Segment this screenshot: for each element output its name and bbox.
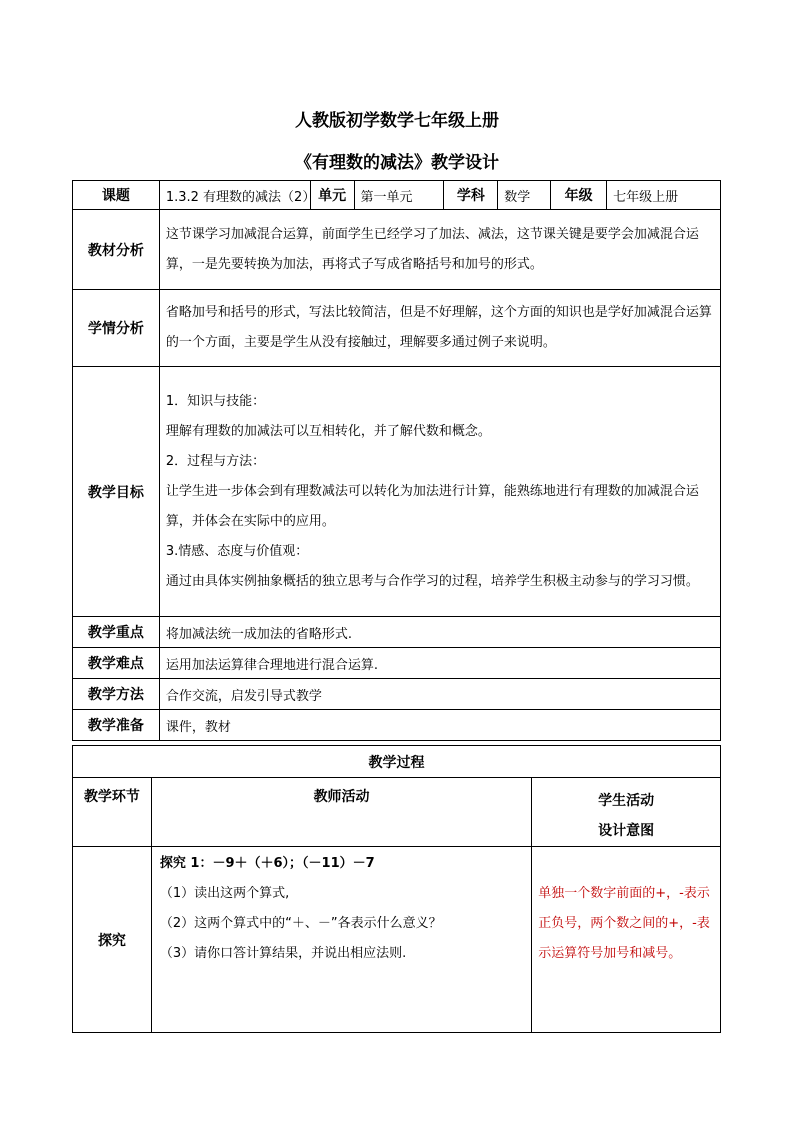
- col-design-intent: 设计意图: [598, 823, 655, 839]
- student-row: [73, 290, 721, 367]
- material-row: [73, 210, 721, 290]
- document-title: 人教版初学数学七年级上册: [295, 111, 499, 131]
- difficulty-label: 教学难点: [73, 648, 160, 679]
- goal-2-title: 2．过程与方法：: [165, 453, 266, 469]
- material-text: 这节课学习加减混合运算，前面学生已经学习了加法、减法，这节课关键是要学会加减混合运算，一是先要转换为加法，再将式子写成省略括号和加号的形式。: [159, 210, 720, 290]
- student-label: 学情分析: [73, 290, 160, 367]
- goal-2-text: 让学生进一步体会到有理数减法可以转化为加法进行计算，能熟练地进行有理数的加减混合运算，并体会在实际中的应用。: [165, 483, 699, 529]
- difficulty-text: 运用加法运算律合理地进行混合运算.: [159, 648, 720, 679]
- lesson-info-table: [72, 180, 721, 741]
- stage-explore: 探究: [73, 847, 152, 1033]
- key-row: [73, 617, 721, 648]
- student-text: 省略加号和括号的形式，写法比较简洁，但是不好理解，这个方面的知识也是学好加减混合运算的一个方面，主要是学生从没有接触过，理解要多通过例子来说明。: [159, 290, 720, 367]
- col-student: [532, 778, 721, 847]
- prep-text: 课件，教材: [159, 710, 720, 741]
- col-stage: 教学环节: [73, 778, 152, 847]
- explore-question-2: （2）这两个算式中的“＋、－”各表示什么意义？: [159, 916, 442, 931]
- explore-question-1: （1）读出这两个算式,: [159, 886, 290, 901]
- goal-3-text: 通过由具体实例抽象概括的独立思考与合作学习的过程，培养学生积极主动参与的学习习惯。: [165, 573, 699, 589]
- explore-teacher-activity: [151, 847, 531, 1033]
- teaching-process-table: [72, 745, 721, 1033]
- method-text: 合作交流，启发引导式教学: [159, 679, 720, 710]
- explore-question-3: （3）请你口答计算结果，并说出相应法则.: [159, 946, 407, 961]
- key-text: 将加减法统一成加法的省略形式.: [159, 617, 720, 648]
- process-header: 教学过程: [73, 746, 721, 778]
- col-teacher: 教师活动: [151, 778, 531, 847]
- subject-label: 学科: [444, 181, 498, 210]
- goal-content: [159, 367, 720, 617]
- explore-row: [73, 847, 721, 1033]
- goal-1-text: 理解有理数的加减法可以互相转化，并了解代数和概念。: [165, 423, 491, 439]
- unit-label: 单元: [310, 181, 354, 210]
- col-student-activity: 学生活动: [598, 793, 655, 809]
- subject-value: 数学: [498, 181, 551, 210]
- method-label: 教学方法: [73, 679, 160, 710]
- goal-3-title: 3.情感、态度与价值观：: [165, 543, 309, 559]
- difficulty-row: [73, 648, 721, 679]
- method-row: [73, 679, 721, 710]
- goal-1-title: 1．知识与技能：: [165, 393, 266, 409]
- topic-label: 课题: [73, 181, 160, 210]
- unit-value: 第一单元: [354, 181, 444, 210]
- process-header-row: [73, 746, 721, 778]
- grade-label: 年级: [551, 181, 607, 210]
- topic-row: [73, 181, 721, 210]
- document-subtitle: 《有理数的减法》教学设计: [295, 153, 499, 173]
- goal-label: 教学目标: [73, 367, 160, 617]
- prep-row: [73, 710, 721, 741]
- grade-value: 七年级上册: [607, 181, 721, 210]
- key-label: 教学重点: [73, 617, 160, 648]
- explore-design-intent: 单独一个数字前面的+，-表示正负号，两个数之间的+，-表示运算符号加号和减号。: [532, 847, 721, 1033]
- prep-label: 教学准备: [73, 710, 160, 741]
- process-columns-row: [73, 778, 721, 847]
- topic-value: 1.3.2 有理数的减法（2）: [159, 181, 310, 210]
- goal-row: [73, 367, 721, 617]
- material-label: 教材分析: [73, 210, 160, 290]
- explore-title: 探究 1：－9＋（＋6）；（－11）－7: [159, 856, 375, 871]
